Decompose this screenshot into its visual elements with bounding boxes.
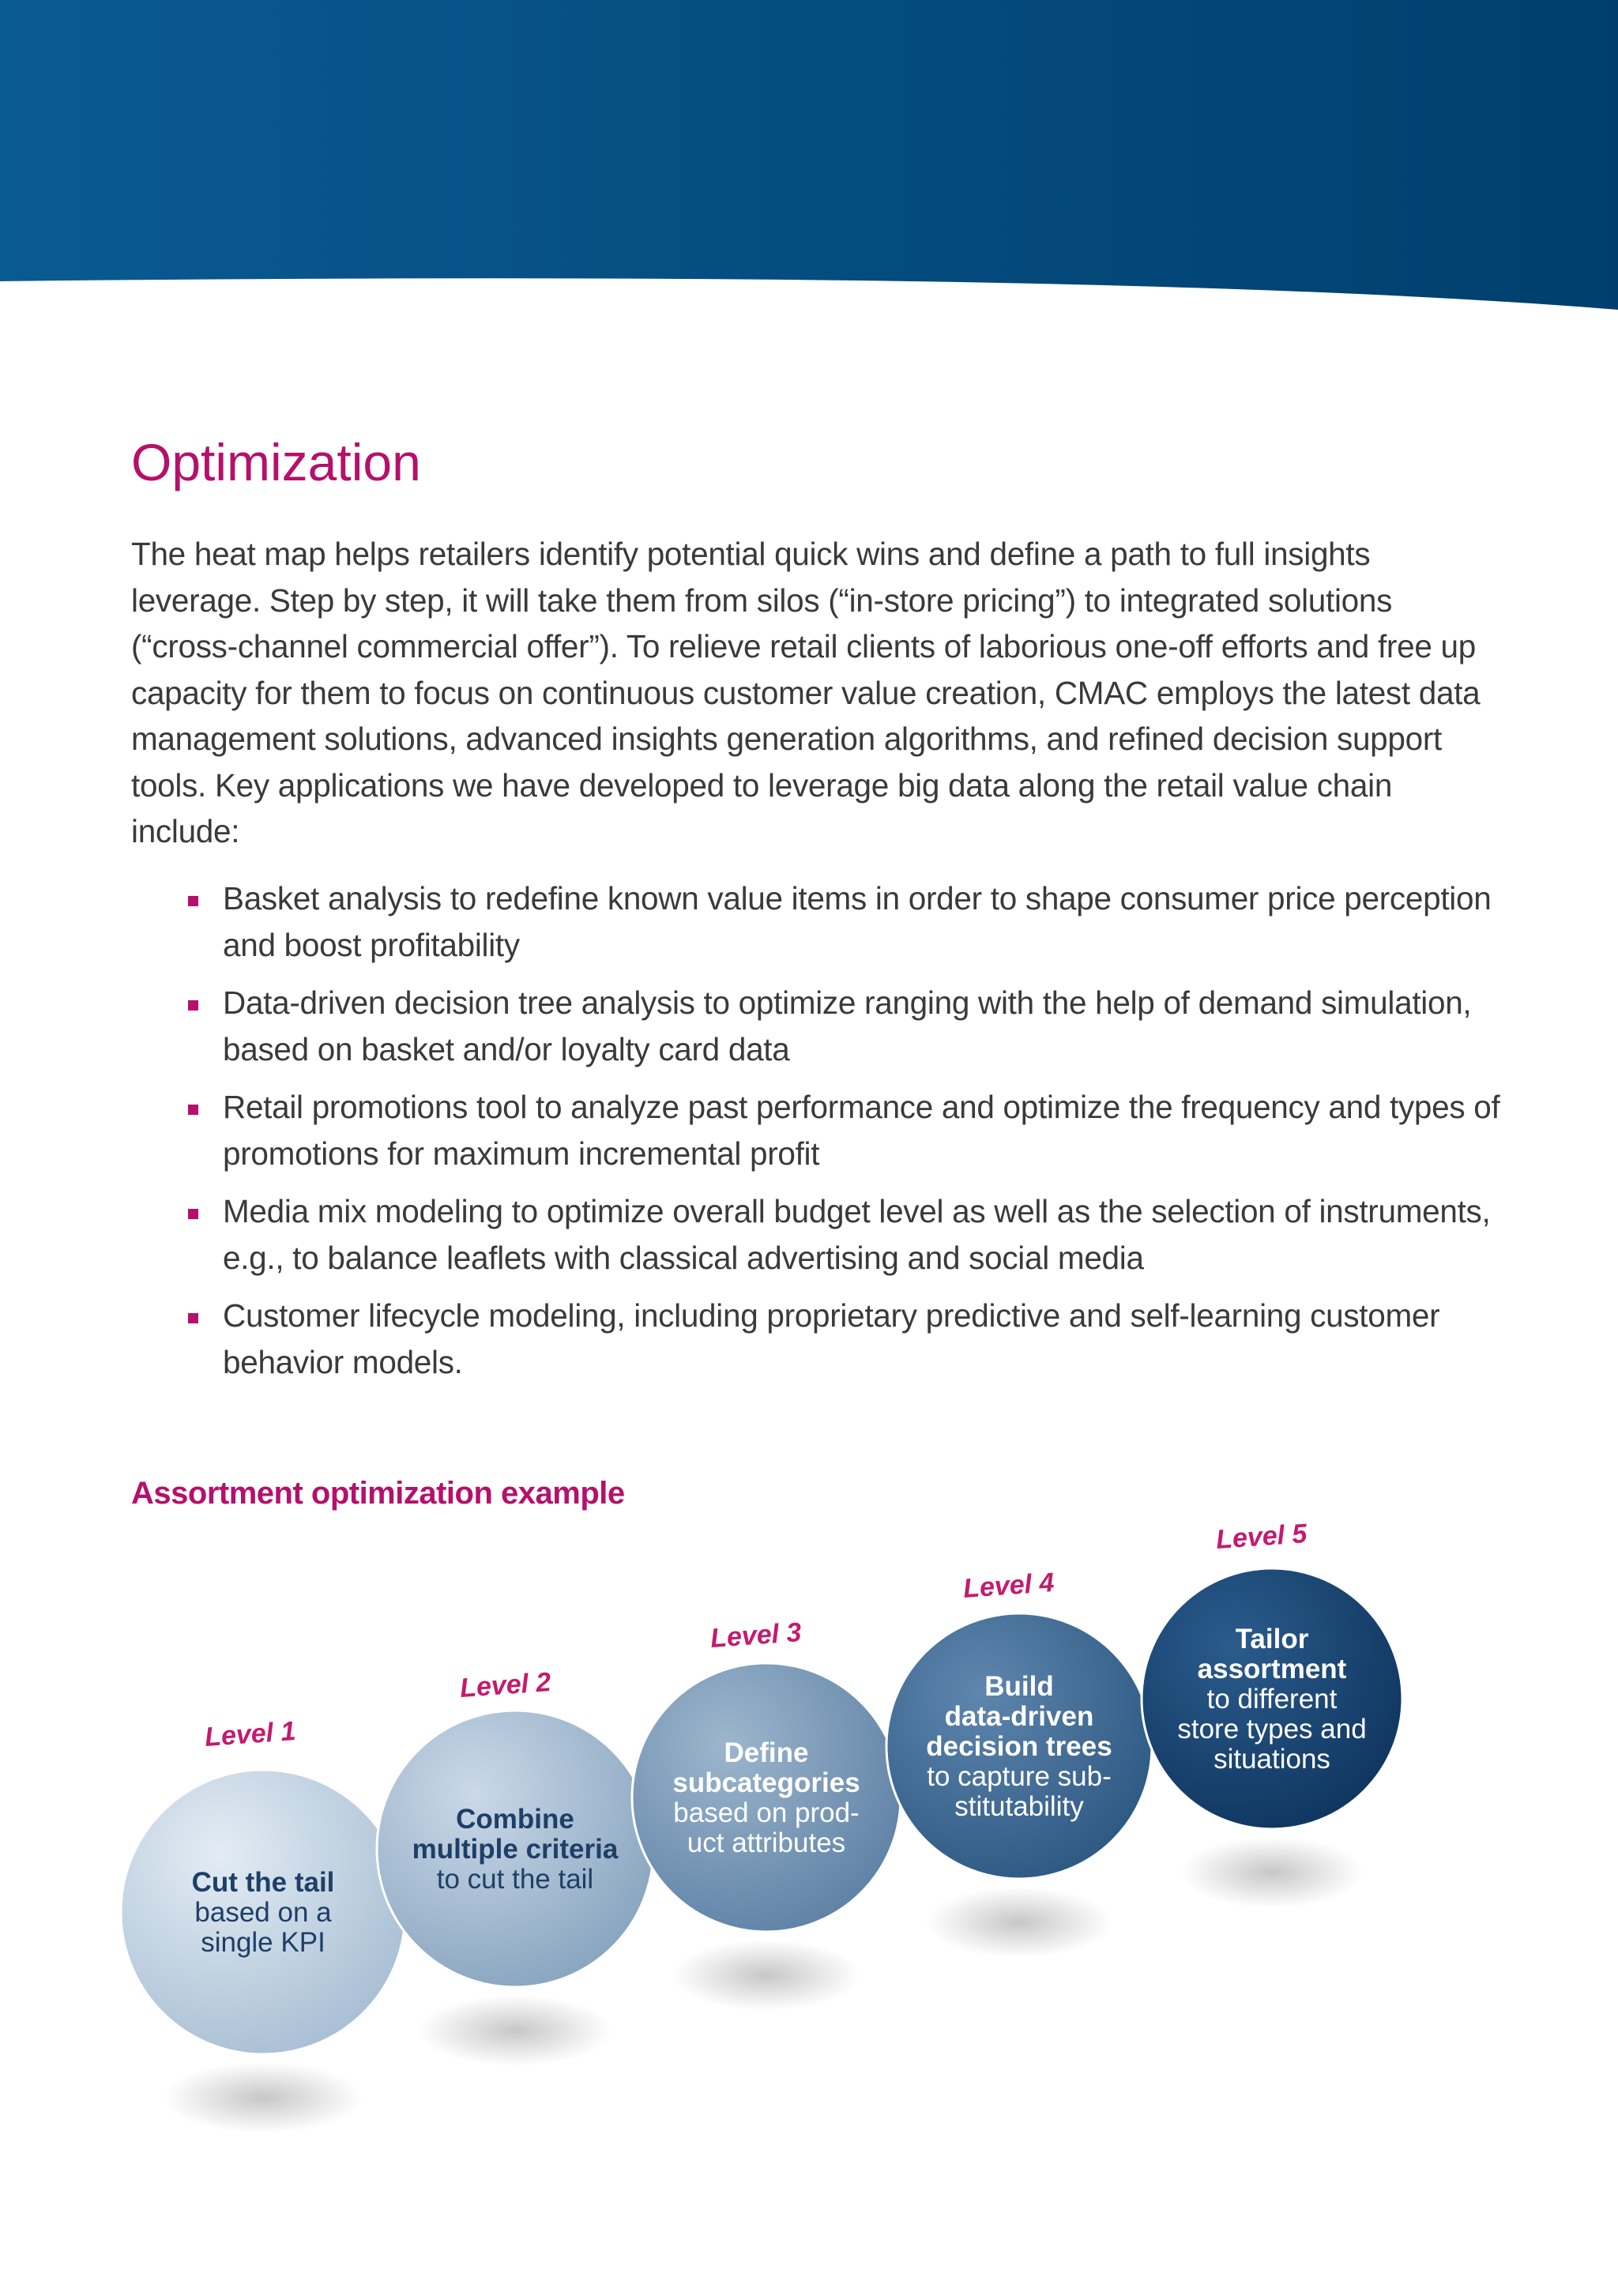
level-5-text-line: assortment	[1197, 1654, 1347, 1684]
level-5-text-line: store types and	[1177, 1714, 1367, 1745]
bullet-item	[131, 1188, 1506, 1281]
level-4-shadow	[926, 1887, 1112, 1958]
level-5-text-line: Tailor	[1235, 1624, 1309, 1654]
bullet-text: Retail promotions tool to analyze past performance and optimize the frequency and types of promotions for maximum incremental profit	[223, 1089, 1500, 1172]
header-band	[0, 0, 1618, 316]
bullet-text: Basket analysis to redefine known value items in order to shape consumer price perception and boost profitability	[223, 880, 1492, 963]
level-2-label: Level 2	[458, 1667, 552, 1703]
level-2-text-line: multiple criteria	[412, 1834, 619, 1865]
assortment-levels-diagram	[0, 1501, 1618, 2173]
level-3-shadow	[672, 1940, 860, 2011]
level-3-text-line: uct attributes	[687, 1827, 846, 1858]
level-5-text-line: situations	[1214, 1744, 1330, 1775]
level-3-text-line: subcategories	[672, 1767, 860, 1798]
level-4-text-line: data-driven	[944, 1701, 1094, 1732]
level-3-label: Level 3	[709, 1617, 803, 1654]
bullet-item	[131, 1293, 1506, 1385]
bullet-item	[131, 875, 1506, 968]
level-4-text-line: stitutability	[954, 1791, 1084, 1822]
page-title: Optimization	[131, 433, 421, 491]
bullet-square-icon	[188, 1000, 198, 1011]
level-3-text-line: Define	[724, 1737, 809, 1768]
bullet-item	[131, 980, 1506, 1072]
bullet-list	[131, 875, 1506, 1397]
level-2-text-line: to cut the tail	[436, 1864, 594, 1895]
level-1-text-line: single KPI	[201, 1927, 325, 1958]
bullet-text: Customer lifecycle modeling, including proprietary predictive and self-learning customer behavior models.	[223, 1297, 1440, 1380]
level-5-shadow	[1181, 1837, 1364, 1908]
bullet-square-icon	[188, 896, 198, 906]
diagram-heading: Assortment optimization example	[131, 1476, 625, 1511]
intro-paragraph: The heat map helps retailers identify potential quick wins and define a path to full insights leverage. Step by step, it will take them from silos (“in-store pricing”) to integrated solutions (“cross-channel commercial offer”). To relieve retail clients of laborious one-off efforts and free up capacity for them to focus on continuous customer value creation, CMAC employs the latest data management solutions, advanced insights generation algorithms, and refined decision support tools. Key applications we have developed to leverage big data along the retail value chain include:	[131, 536, 1481, 849]
bullet-text: Data-driven decision tree analysis to optimize ranging with the help of demand simulation, based on basket and/or loyalty card data	[223, 984, 1472, 1067]
level-5-text-line: to different	[1206, 1684, 1338, 1714]
level-2-shadow	[419, 1995, 612, 2066]
level-2-text-line: Combine	[456, 1804, 574, 1835]
level-1-text-line: Cut the tail	[191, 1867, 335, 1898]
bullet-item	[131, 1084, 1506, 1176]
level-4-text-line: to capture sub-	[927, 1761, 1112, 1792]
level-5-label: Level 5	[1214, 1519, 1308, 1555]
bullet-square-icon	[188, 1105, 198, 1115]
level-3-text-line: based on prod-	[673, 1797, 860, 1828]
bullet-square-icon	[188, 1209, 198, 1219]
level-1-label: Level 1	[203, 1716, 297, 1752]
level-1-text-line: based on a	[194, 1897, 332, 1928]
bullet-square-icon	[188, 1313, 198, 1323]
bullet-text: Media mix modeling to optimize overall budget level as well as the selection of instruments, e.g., to balance leaflets with classical advertising and social media	[223, 1193, 1491, 1276]
level-4-text-line: decision trees	[926, 1731, 1112, 1762]
level-4-text-line: Build	[984, 1671, 1054, 1702]
level-1-shadow	[164, 2062, 363, 2133]
level-4-label: Level 4	[961, 1568, 1055, 1604]
